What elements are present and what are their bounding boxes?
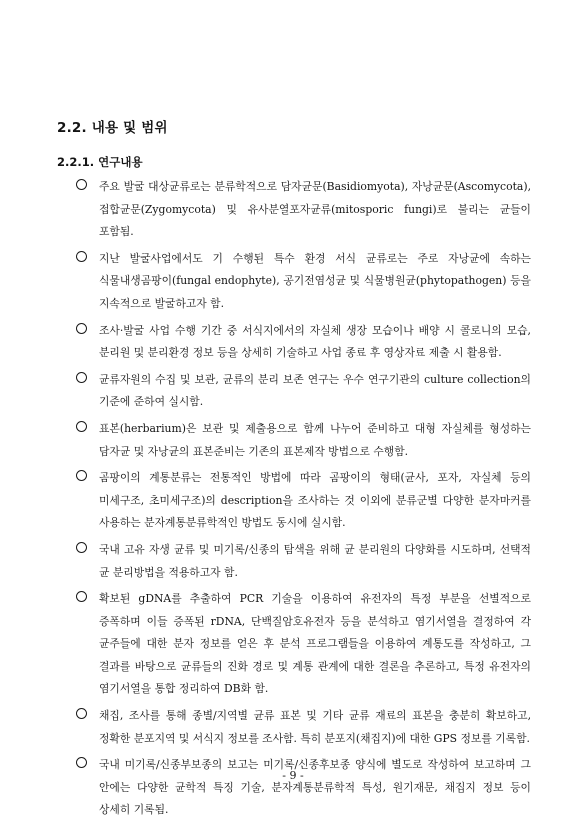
list-item — [76, 248, 531, 316]
page-number: - 9 - — [282, 769, 304, 782]
list-item-text: 채집, 조사를 통해 종별/지역별 균류 표본 및 기타 균류 재료의 표본을 충분히 확보하고, 정확한 분포지역 및 서식지 정보를 조사함. 특히 분포지(채집지)에 대한 GPS 정보를 기록함. — [99, 709, 531, 745]
circle-bullet-icon — [76, 421, 87, 432]
list-item — [76, 588, 531, 701]
list-item — [76, 705, 531, 750]
list-item-text: 균류자원의 수집 및 보관, 균류의 분리 보존 연구는 우수 연구기관의 culture collection의 기준에 준하여 실시함. — [99, 372, 531, 409]
section-heading: 2.2. 내용 및 범위 — [57, 120, 168, 136]
list-item-text: 주요 발굴 대상균류로는 분류학적으로 담자균문(Basidiomyota), 자낭균문(Ascomycota), 접합균문(Zygomycota) 및 유사분열포자균류(mitosporic fungi)로 불리는 균들이 포함됨. — [99, 180, 531, 239]
circle-bullet-icon — [76, 323, 87, 334]
circle-bullet-icon — [76, 470, 87, 481]
subsection-heading: 2.2.1. 연구내용 — [57, 155, 143, 169]
circle-bullet-icon — [76, 179, 87, 190]
circle-bullet-icon — [76, 251, 87, 262]
list-item — [76, 369, 531, 414]
list-item-text: 표본(herbarium)은 보관 및 제출용으로 함께 나누어 준비하고 대형 자실체를 형성하는 담자균 및 자낭균의 표본준비는 기존의 표본제작 방법으로 수행함. — [99, 421, 531, 458]
list-item — [76, 320, 531, 365]
list-item-text: 확보된 gDNA를 추출하여 PCR 기술을 이용하여 유전자의 특정 부분을 선별적으로 증폭하며 이들 증폭된 rDNA, 단백질암호유전자 등을 분석하고 염기서열을 결정하여 각 균주들에 대한 분자 정보를 얻은 후 분석 프로그램들을 이용하여 계통도를 작성하고, 그 결과를 바탕으로 균류들의 진화 경로 및 계통 관계에 대한 결론을 추론하고, 특정 유전자의 염기서열을 통합 정리하여 DB화 함. — [99, 592, 531, 696]
circle-bullet-icon — [76, 757, 87, 768]
circle-bullet-icon — [76, 591, 87, 602]
list-item-text: 국내 고유 자생 균류 및 미기록/신종의 탐색을 위해 균 분리원의 다양화를 시도하며, 선택적 균 분리방법을 적용하고자 함. — [99, 542, 531, 579]
content-list — [76, 176, 531, 826]
list-item-text: 지난 발굴사업에서도 기 수행된 특수 환경 서식 균류로는 주로 자낭균에 속하는 식물내생곰팡이(fungal endophyte), 공기전염성균 및 식물병원균(phytopathogen) 등을 지속적으로 발굴하고자 함. — [99, 251, 531, 310]
list-item — [76, 539, 531, 584]
list-item — [76, 754, 531, 822]
list-item-text: 곰팡이의 계통분류는 전통적인 방법에 따라 곰팡이의 형태(균사, 포자, 자실체 등의 미세구조, 초미세구조)의 description을 조사하는 것 이외에 분류군별 다양한 분자마커를 사용하는 분자계통분류학적인 방법도 동시에 실시함. — [99, 471, 531, 530]
circle-bullet-icon — [76, 708, 87, 719]
circle-bullet-icon — [76, 372, 87, 383]
list-item-text: 국내 미기록/신종부보종의 보고는 미기록/신종후보종 양식에 별도로 작성하여 보고하며 그 안에는 다양한 균학적 특징 기술, 분자계통분류학적 특성, 원기재문, 채집지 정보 등이 상세히 기록됨. — [99, 758, 531, 817]
list-item — [76, 176, 531, 244]
list-item — [76, 467, 531, 535]
circle-bullet-icon — [76, 542, 87, 553]
list-item-text: 조사·발굴 사업 수행 기간 중 서식지에서의 자실체 생장 모습이나 배양 시 콜로니의 모습, 분리원 및 분리환경 정보 등을 상세히 기술하고 사업 종료 후 영상자료 제출 시 활용함. — [99, 323, 531, 360]
list-item — [76, 418, 531, 463]
